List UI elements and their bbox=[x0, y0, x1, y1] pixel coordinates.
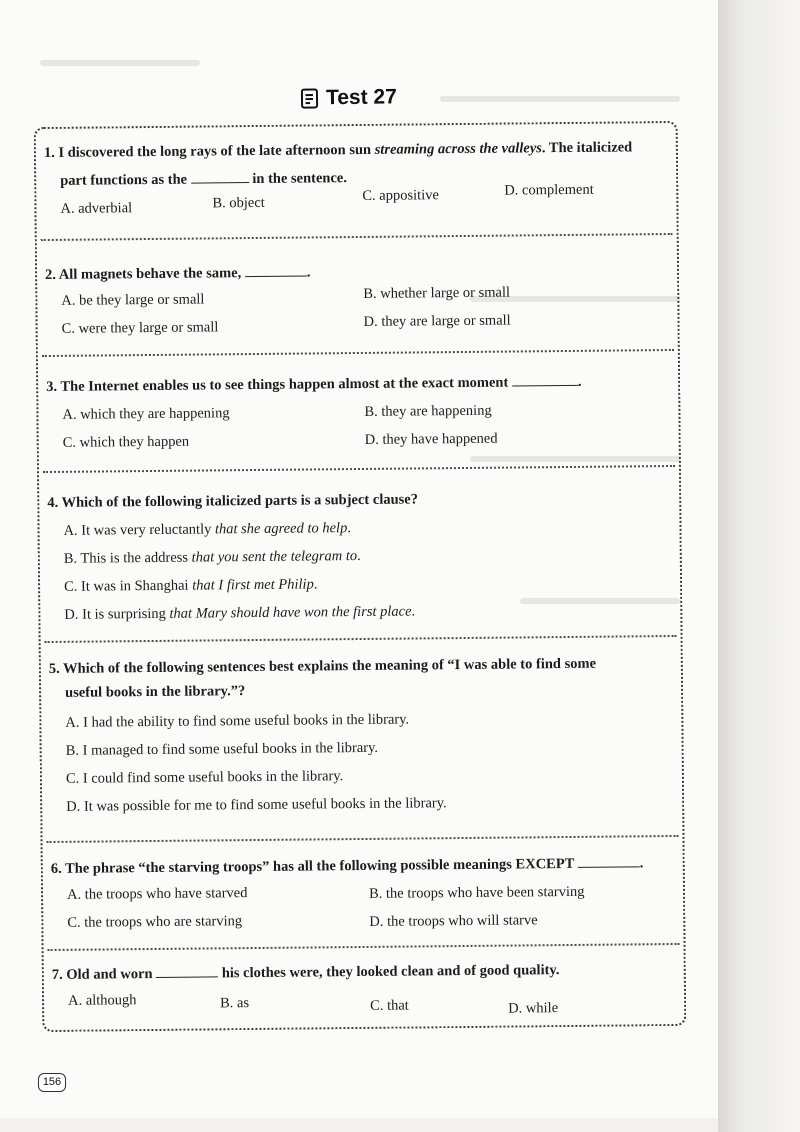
section-divider bbox=[43, 465, 675, 473]
question-stem: 1. I discovered the long rays of the late afternoon sun streaming across the valleys. The italicized bbox=[43, 139, 633, 162]
option-d[interactable]: D. It is surprising that Mary should have won the first place. bbox=[64, 603, 416, 623]
question-stem: 5. Which of the following sentences best explains the meaning of “I was able to find some bbox=[48, 655, 597, 677]
document-icon bbox=[300, 87, 320, 109]
question-4 bbox=[47, 487, 674, 633]
question-stem: 3. The Internet enables us to see things happen almost at the exact moment . bbox=[46, 373, 582, 396]
bleed-through-mark bbox=[40, 60, 200, 66]
option-b[interactable]: B. object bbox=[212, 194, 265, 212]
question-1 bbox=[44, 137, 671, 233]
question-5 bbox=[49, 653, 677, 839]
answer-blank bbox=[245, 263, 307, 277]
answer-blank bbox=[191, 170, 249, 184]
option-b[interactable]: B. This is the address that you sent the telegram to. bbox=[63, 547, 361, 567]
question-stem-line2: part functions as the in the sentence. bbox=[60, 170, 348, 189]
answer-blank bbox=[156, 964, 218, 978]
questions-box bbox=[34, 121, 687, 1032]
option-b[interactable]: B. they are happening bbox=[364, 402, 492, 420]
question-stem: 6. The phrase “the starving troops” has all the following possible meanings EXCEPT . bbox=[50, 855, 644, 877]
test-title-row bbox=[300, 81, 397, 114]
book-spine-shadow bbox=[718, 0, 800, 1132]
option-d[interactable]: D. they are large or small bbox=[363, 312, 511, 330]
option-a[interactable]: A. I had the ability to find some useful books in the library. bbox=[65, 711, 410, 731]
option-a[interactable]: A. be they large or small bbox=[61, 291, 205, 309]
option-c[interactable]: C. the troops who are starving bbox=[67, 913, 243, 931]
question-6 bbox=[51, 853, 678, 939]
page-title: Test 27 bbox=[325, 85, 397, 110]
option-d[interactable]: D. complement bbox=[504, 181, 594, 199]
option-a[interactable]: A. adverbial bbox=[60, 200, 133, 217]
question-3 bbox=[46, 371, 673, 457]
question-stem: 2. All magnets behave the same, . bbox=[45, 264, 311, 284]
option-a[interactable]: A. the troops who have starved bbox=[66, 885, 248, 903]
section-divider bbox=[45, 635, 677, 643]
section-divider bbox=[42, 349, 674, 357]
question-2 bbox=[45, 259, 672, 345]
page-number-badge: 156 bbox=[38, 1073, 66, 1092]
option-a[interactable]: A. which they are happening bbox=[62, 405, 230, 423]
option-c[interactable]: C. It was in Shanghai that I first met Philip. bbox=[64, 576, 318, 595]
question-stem: 7. Old and worn his clothes were, they looked clean and of good quality. bbox=[51, 962, 560, 983]
option-c[interactable]: C. were they large or small bbox=[61, 319, 219, 337]
section-divider bbox=[41, 233, 673, 241]
option-b[interactable]: B. whether large or small bbox=[363, 284, 511, 302]
option-d[interactable]: D. while bbox=[508, 1000, 559, 1017]
option-a[interactable]: A. although bbox=[67, 992, 137, 1009]
option-b[interactable]: B. as bbox=[220, 995, 250, 1012]
option-c[interactable]: C. which they happen bbox=[62, 433, 190, 451]
option-d[interactable]: D. they have happened bbox=[364, 430, 498, 448]
italic-phrase: streaming across the valleys bbox=[374, 140, 542, 158]
option-c[interactable]: C. that bbox=[370, 997, 409, 1014]
question-7 bbox=[52, 959, 679, 1027]
answer-blank bbox=[578, 854, 640, 868]
option-b[interactable]: B. the troops who have been starving bbox=[368, 883, 585, 902]
question-stem: 4. Which of the following italicized parts is a subject clause? bbox=[47, 491, 419, 511]
option-a[interactable]: A. It was very reluctantly that she agreed to help. bbox=[63, 520, 352, 539]
option-c[interactable]: C. I could find some useful books in the library. bbox=[65, 768, 344, 787]
option-c[interactable]: C. appositive bbox=[362, 187, 439, 204]
question-stem-line2: useful books in the library.”? bbox=[65, 683, 246, 701]
answer-blank bbox=[512, 373, 578, 387]
bleed-through-mark bbox=[440, 96, 680, 102]
option-d[interactable]: D. the troops who will starve bbox=[369, 912, 538, 930]
option-d[interactable]: D. It was possible for me to find some useful books in the library. bbox=[66, 795, 447, 815]
section-divider bbox=[48, 943, 680, 951]
option-b[interactable]: B. I managed to find some useful books in the library. bbox=[65, 739, 379, 759]
